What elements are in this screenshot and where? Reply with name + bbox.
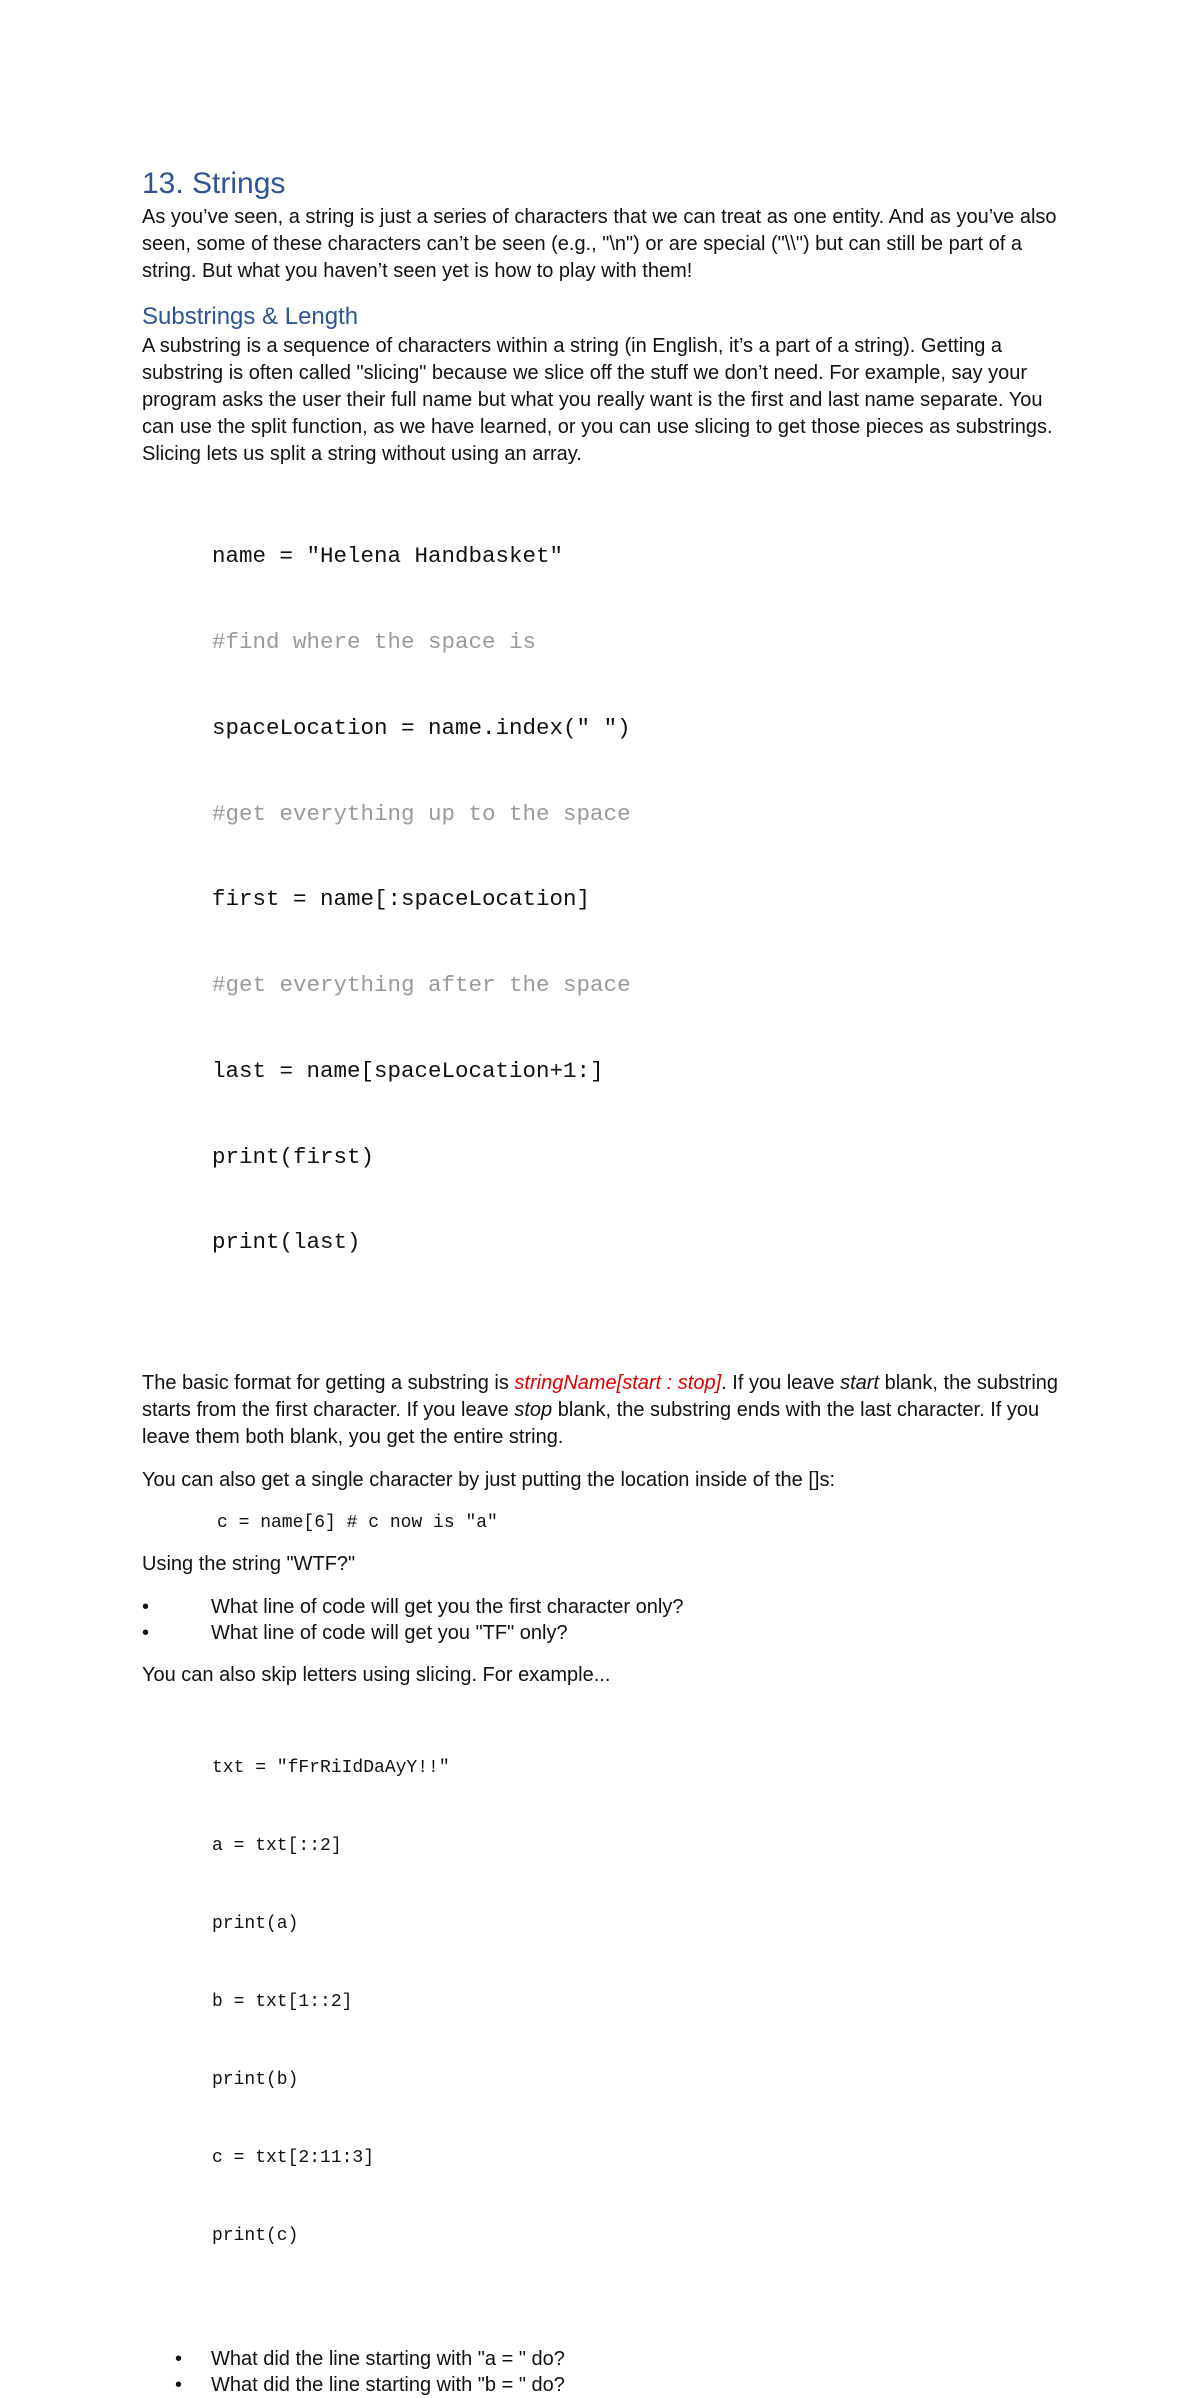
code-line: spaceLocation = name.index(" ") (212, 714, 631, 741)
code-line: b = txt[1::2] (212, 1992, 353, 2013)
bullet-icon: • (175, 2348, 183, 2371)
list-item (142, 1595, 1072, 1621)
question-text: What line of code will get you the first character only? (211, 1596, 684, 1619)
list-item (142, 2347, 1072, 2373)
code-line: last = name[spaceLocation+1:] (212, 1057, 604, 1084)
code-line: first = name[:spaceLocation] (212, 886, 591, 913)
skip-letters-paragraph: You can also skip letters using slicing. For example... (142, 1664, 611, 1687)
question-list-1 (142, 1595, 1072, 1646)
bullet-icon: • (142, 1596, 150, 1619)
code-comment: #find where the space is (212, 628, 537, 655)
stop-term: stop (514, 1399, 553, 1422)
code-line: print(first) (212, 1143, 375, 1170)
code-line: name = "Helena Handbasket" (212, 543, 564, 570)
code-line: print(b) (212, 2070, 299, 2091)
using-string-paragraph: Using the string "WTF?" (142, 1553, 356, 1576)
page-title: 13. Strings (142, 167, 286, 200)
question-text: What did the line starting with "b = " do? (211, 2373, 565, 2396)
slice-syntax: stringName[start : stop] (514, 1372, 722, 1395)
code-block-single-char: c = name[6] # c now is "a" (217, 1513, 498, 1534)
question-text: What did the line starting with "a = " do? (211, 2348, 565, 2371)
list-item (142, 2373, 1072, 2398)
start-term: start (840, 1372, 880, 1395)
bullet-icon: • (175, 2373, 183, 2396)
document-page (142, 164, 1072, 2398)
list-item (142, 1621, 1072, 1647)
single-char-paragraph: You can also get a single character by just putting the location inside of the []s: (142, 1469, 836, 1492)
format-text: . If you leave (721, 1372, 841, 1395)
code-line: print(a) (212, 1914, 299, 1935)
substring-paragraph: A substring is a sequence of characters within a string (in English, it’s a part of a string). Getting a substring is often called "slicing" because we slice off the stuff we don’t need. For example, say your program asks the user their full name but what you really want is the first and last name separate. You can use the split function, as we have learned, or you can use slicing to get those pieces as substrings. Slicing lets us split a string without using an array. (142, 335, 1053, 465)
format-text: The basic format for getting a substring is (142, 1372, 515, 1395)
code-comment: #get everything after the space (212, 972, 631, 999)
code-line: print(last) (212, 1229, 361, 1256)
code-comment: #get everything up to the space (212, 800, 631, 827)
code-line: txt = "fFrRiIdDaAyY!!" (212, 1758, 450, 1779)
format-text: blank, the substring starts from the first character. If you leave (142, 1372, 1059, 1422)
code-block-name-split (212, 485, 1072, 1314)
format-text: blank, the substring ends with the last character. If you leave them both blank, you get the entire string. (142, 1399, 1040, 1449)
intro-paragraph: As you’ve seen, a string is just a series of characters that we can treat as one entity. And as you’ve also seen, some of these characters can’t be seen (e.g., "\n") or are special ("\\") but can still be part of a string. But what you haven’t seen yet is how to play with them! (142, 206, 1057, 282)
question-text: What line of code will get you "TF" only? (211, 1621, 568, 1644)
code-line: a = txt[::2] (212, 1836, 342, 1857)
bullet-icon: • (142, 1621, 150, 1644)
code-line: c = txt[2:11:3] (212, 2148, 375, 2169)
format-paragraph (142, 1370, 1072, 1451)
code-line: print(c) (212, 2226, 299, 2247)
question-list-2 (142, 2347, 1072, 2398)
code-block-skip (212, 1703, 1072, 2301)
section-title: Substrings & Length (142, 303, 359, 330)
